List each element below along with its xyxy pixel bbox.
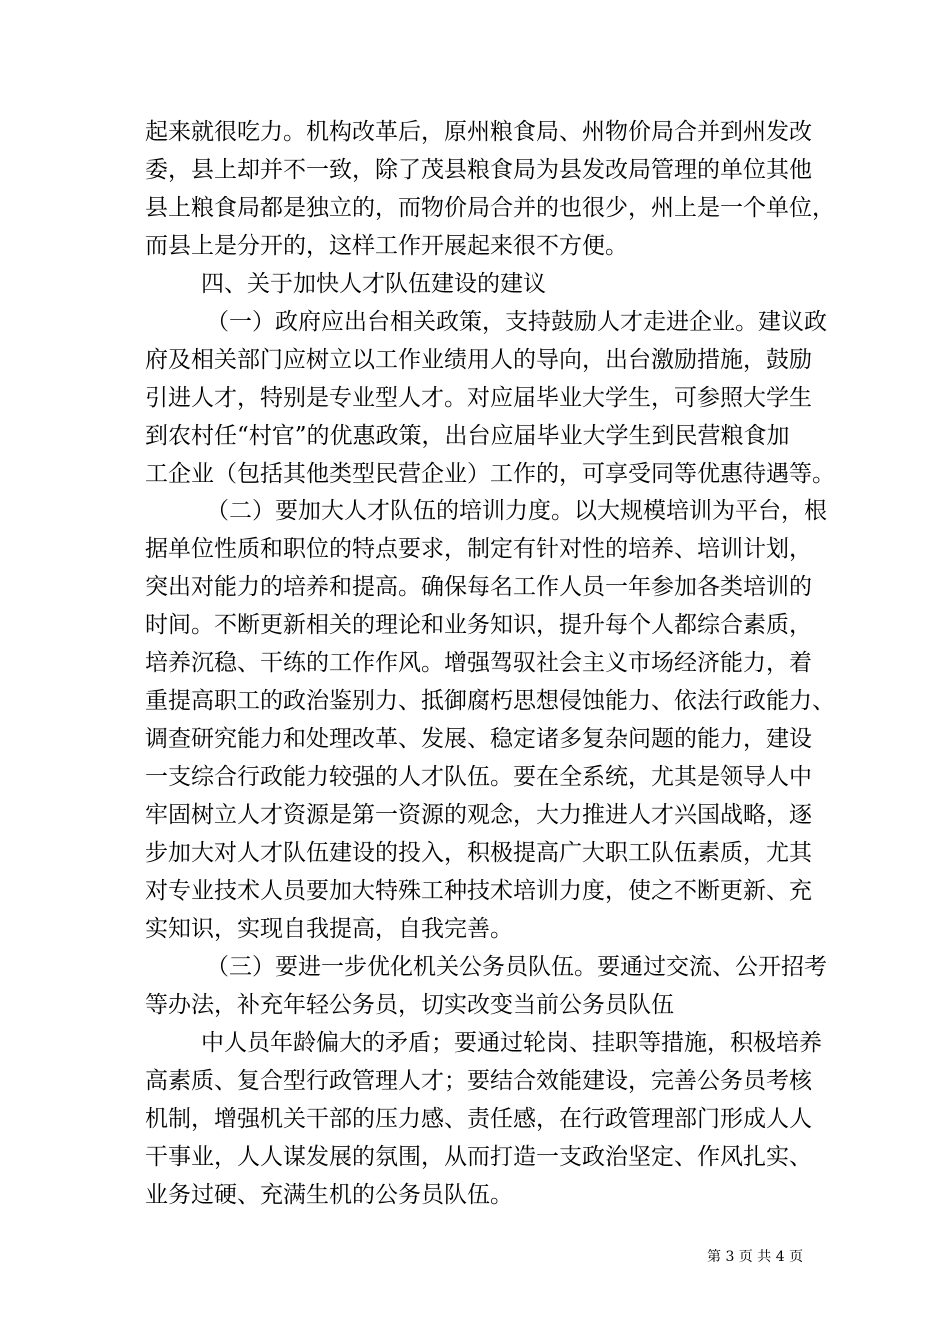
text-line: （一）政府应出台相关政策，支持鼓励人才走进企业。建议政 (206, 309, 827, 335)
text-line: 培养沉稳、干练的工作作风。增强驾驭社会主义市场经济能力，着 (145, 650, 812, 676)
text-line: （三）要进一步优化机关公务员队伍。要通过交流、公开招考 (206, 954, 827, 980)
text-line: 据单位性质和职位的特点要求，制定有针对性的培养、培训计划， (145, 536, 812, 562)
text-line: 高素质、复合型行政管理人才；要结合效能建设，完善公务员考核 (145, 1068, 812, 1094)
text-line: 业务过硬、充满生机的公务员队伍。 (145, 1182, 513, 1208)
text-line: 一支综合行政能力较强的人才队伍。要在全系统，尤其是领导人中 (145, 764, 812, 790)
text-line: 时间。不断更新相关的理论和业务知识，提升每个人都综合素质， (145, 612, 812, 638)
text-line: 重提高职工的政治鉴别力、抵御腐朽思想侵蚀能力、依法行政能力、 (145, 688, 835, 714)
text-line: 调查研究能力和处理改革、发展、稳定诸多复杂问题的能力，建设 (145, 726, 812, 752)
text-line: 引进人才，特别是专业型人才。对应届毕业大学生，可参照大学生 (145, 385, 812, 411)
text-line: 委，县上却并不一致，除了茂县粮食局为县发改局管理的单位其他 (145, 157, 812, 183)
page-number: 第 3 页 共 4 页 (707, 1249, 804, 1265)
text-line: 府及相关部门应树立以工作业绩用人的导向，出台激励措施，鼓励 (145, 347, 812, 373)
text-line: 步加大对人才队伍建设的投入，积极提高广大职工队伍素质，尤其 (145, 840, 812, 866)
text-line: 起来就很吃力。机构改革后，原州粮食局、州物价局合并到州发改 (145, 119, 812, 145)
text-line: 到农村任“村官”的优惠政策，出台应届毕业大学生到民营粮食加 (145, 423, 790, 449)
text-line: 中人员年龄偏大的矛盾；要通过轮岗、挂职等措施，积极培养 (201, 1030, 822, 1056)
text-line: 工企业（包括其他类型民营企业）工作的，可享受同等优惠待遇等。 (145, 461, 835, 487)
text-line: 牢固树立人才资源是第一资源的观念，大力推进人才兴国战略，逐 (145, 802, 812, 828)
text-line: 机制，增强机关干部的压力感、责任感，在行政管理部门形成人人 (145, 1106, 812, 1132)
text-line: 突出对能力的培养和提高。确保每名工作人员一年参加各类培训的 (145, 574, 812, 600)
text-line: （二）要加大人才队伍的培训力度。以大规模培训为平台，根 (206, 498, 827, 524)
text-line: 而县上是分开的，这样工作开展起来很不方便。 (145, 233, 628, 259)
text-line: 实知识，实现自我提高，自我完善。 (145, 916, 513, 942)
text-line: 对专业技术人员要加大特殊工种技术培训力度，使之不断更新、充 (145, 878, 812, 904)
section-heading: 四、关于加快人才队伍建设的建议 (201, 271, 546, 297)
text-line: 县上粮食局都是独立的，而物价局合并的也很少，州上是一个单位， (145, 195, 835, 221)
text-line: 等办法，补充年轻公务员，切实改变当前公务员队伍 (145, 992, 674, 1018)
text-line: 干事业，人人谋发展的氛围，从而打造一支政治坚定、作风扎实、 (145, 1144, 812, 1170)
